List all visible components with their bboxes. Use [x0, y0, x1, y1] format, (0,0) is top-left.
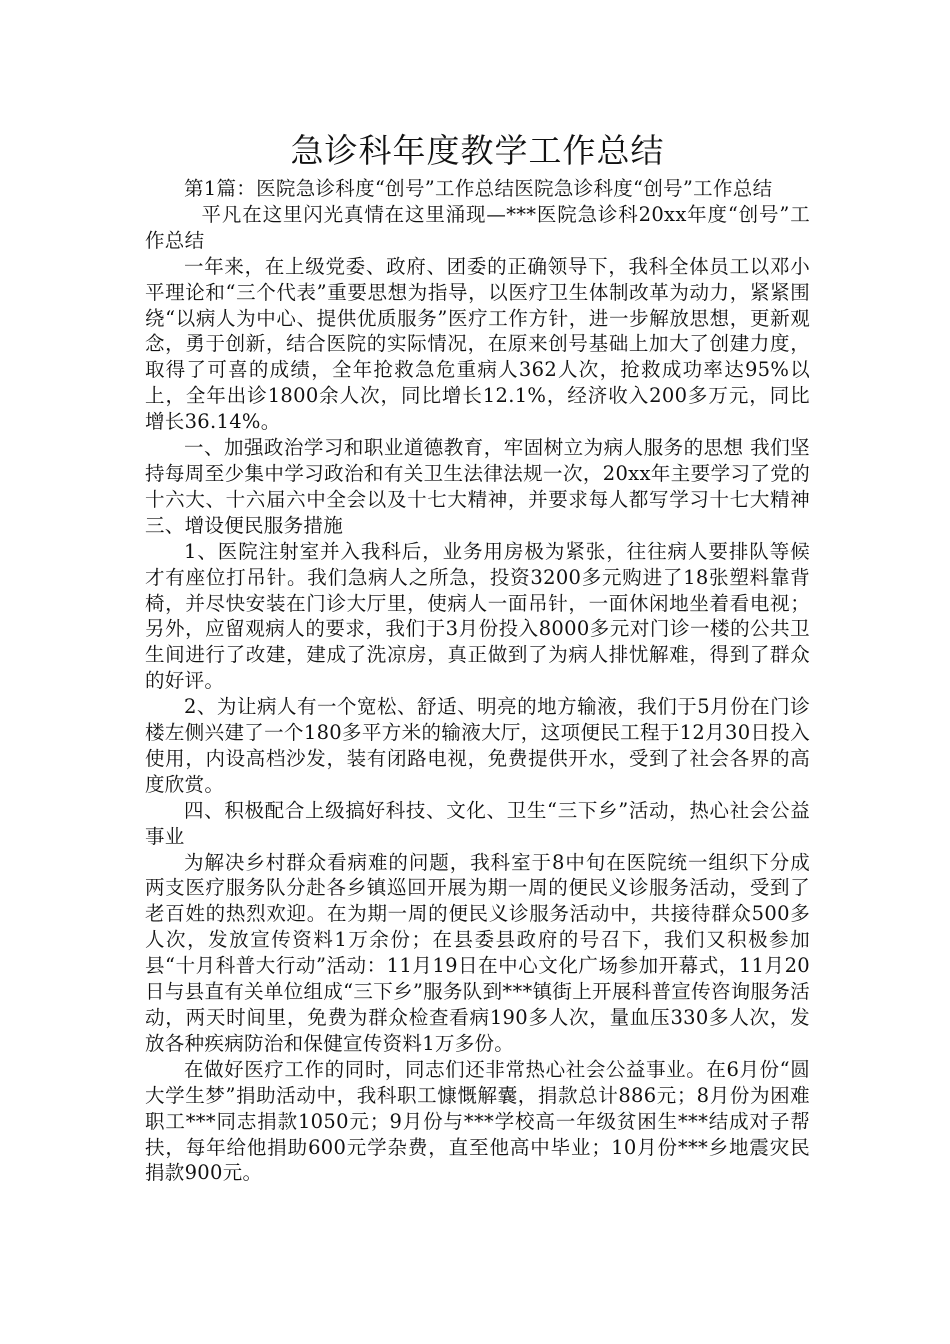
paragraph-heading: 第1篇：医院急诊科度“创号”工作总结医院急诊科度“创号”工作总结 — [184, 177, 773, 200]
paragraph-section-one: 一、加强政治学习和职业道德教育，牢固树立为病人服务的思想 我们坚持每周至少集中学习政治和有关卫生法律法规一次，20xx年主要学习了党的十六大、十六届六中全会以及十七大精神，并要求每人都写学习十七大精神三、增设便民服务措施 — [145, 436, 810, 537]
paragraph-subtitle: 平凡在这里闪光真情在这里涌现—***医院急诊科20xx年度“创号”工作总结 — [145, 202, 810, 252]
paragraph-overview: 一年来，在上级党委、政府、团委的正确领导下，我科全体员工以邓小平理论和“三个代表”重要思想为指导，以医疗卫生体制改革为动力，紧紧围绕“以病人为中心、提供优质服务”医疗工作方针，进一步解放思想，更新观念，勇于创新，结合医院的实际情况，在原来创号基础上加大了创建力度，取得了可喜的成绩，全年抢救急危重病人362人次，抢救成功率达95%以上，全年出诊1800余人次，同比增长12.1%，经济收入200多万元，同比增长36.14%。 — [145, 254, 810, 434]
paragraph-item-two: 2、为让病人有一个宽松、舒适、明亮的地方输液，我们于5月份在门诊楼左侧兴建了一个180多平方米的输液大厅，这项便民工程于12月30日投入使用，内设高档沙发，装有闭路电视，免费提供开水，受到了社会各界的高度欣赏。 — [145, 695, 810, 796]
paragraph-public-welfare: 在做好医疗工作的同时，同志们还非常热心社会公益事业。在6月份“圆大学生梦”捐助活动中，我科职工慷慨解囊，捐款总计886元；8月份为困难职工***同志捐款1050元；9月份与***学校高一年级贫困生***结成对子帮扶，每年给他捐助600元学杂费，直至他高中毕业；10月份***乡地震灾民捐款900元。 — [145, 1057, 810, 1185]
document-page — [145, 128, 810, 1186]
paragraph-section-four: 四、积极配合上级搞好科技、文化、卫生“三下乡”活动，热心社会公益事业 — [145, 798, 810, 848]
paragraph-rural-service: 为解决乡村群众看病难的问题，我科室于8中旬在医院统一组织下分成两支医疗服务队分赴各乡镇巡回开展为期一周的便民义诊服务活动，受到了老百姓的热烈欢迎。在为期一周的便民义诊服务活动中，共接待群众500多人次，发放宣传资料1万余份；在县委县政府的号召下，我们又积极参加县“十月科普大行动”活动：11月19日在中心文化广场参加开幕式，11月20日与县直有关单位组成“三下乡”服务队到***镇街上开展科普宣传咨询服务活动，两天时间里，免费为群众检查看病190多人次，量血压330多人次，发放各种疾病防治和保健宣传资料1万多份。 — [145, 850, 810, 1055]
paragraph-item-one: 1、医院注射室并入我科后，业务用房极为紧张，往往病人要排队等候才有座位打吊针。我们急病人之所急，投资3200多元购进了18张塑料靠背椅，并尽快安装在门诊大厅里，使病人一面吊针，一面休闲地坐着看电视；另外，应留观病人的要求，我们于3月份投入8000多元对门诊一楼的公共卫生间进行了改建，建成了洗凉房，真正做到了为病人排忧解难，得到了群众的好评。 — [145, 539, 810, 693]
document-title: 急诊科年度教学工作总结 — [290, 131, 665, 170]
